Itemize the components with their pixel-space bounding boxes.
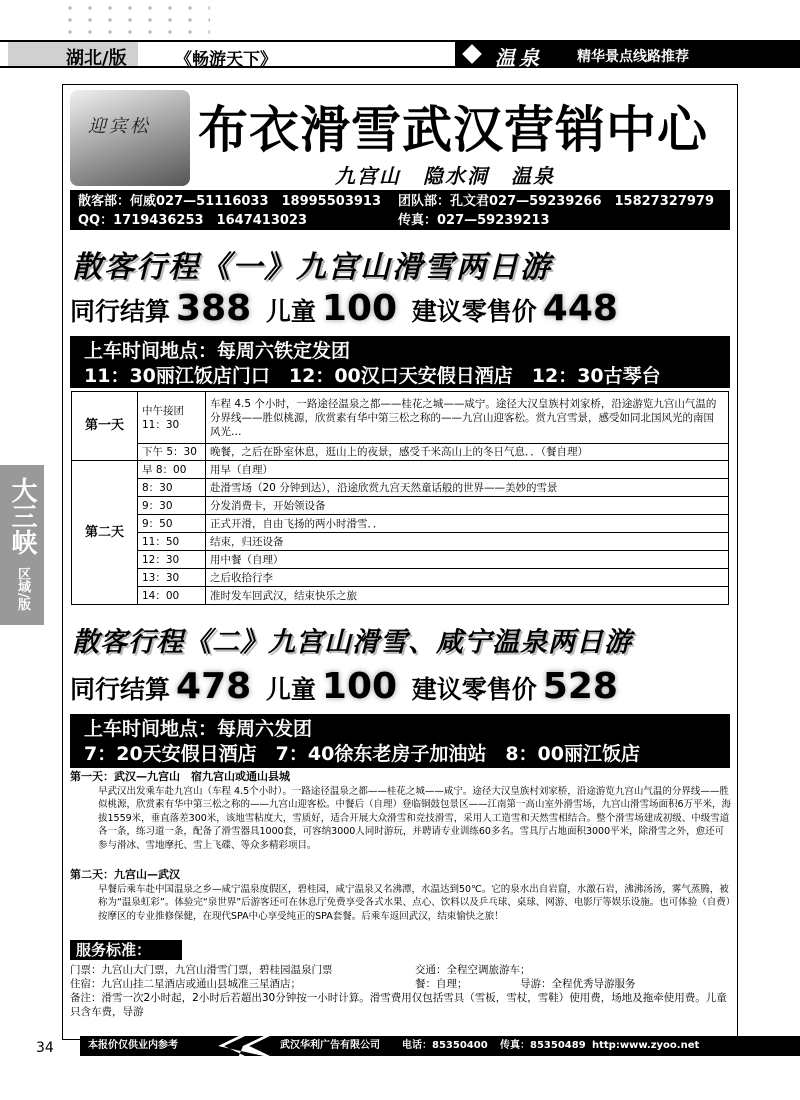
table-row <box>72 392 729 444</box>
rock-photo <box>70 90 190 186</box>
service-title: 服务标准： <box>70 940 182 960</box>
contact-line2-left: QQ：1719436253 1647413023 <box>78 213 308 228</box>
decorative-dots <box>60 2 210 36</box>
day2-label: 第二天 <box>72 461 138 605</box>
route2-day1-heading: 第一天：武汉—九宫山 宿九宫山或通山县城 <box>70 770 290 783</box>
company-title: 布衣滑雪武汉营销中心 <box>198 100 708 159</box>
footer-disclaimer: 本报价仅供业内参考 <box>88 1040 178 1051</box>
contact-line1-left: 散客部：何威027—51116033 18995503913 <box>78 194 381 209</box>
chevron-left-icon <box>218 1036 270 1056</box>
route1-retail-label: 建议零售价 <box>411 297 537 326</box>
table-cell-text: 正式开滑，自由飞扬的两小时滑雪．． <box>206 515 729 533</box>
route1-retail-price: 448 <box>542 288 618 329</box>
table-cell-text: 准时发车回武汉，结束快乐之旅 <box>206 587 729 605</box>
route2-child-price: 100 <box>321 666 398 707</box>
table-cell-time: 中午接团 11：30 <box>138 392 206 444</box>
route1-itinerary-table <box>71 391 729 605</box>
section-banner <box>455 42 800 70</box>
route2-peer-price: 478 <box>176 666 252 707</box>
route2-pickup-bar <box>70 714 730 768</box>
route1-peer-label: 同行结算 <box>70 297 171 326</box>
contact-box <box>70 190 730 230</box>
table-row <box>72 569 729 587</box>
table-cell-text: 用早（自理） <box>206 461 729 479</box>
route1-child-price: 100 <box>321 288 398 329</box>
column-title: 《畅游天下》 <box>175 50 277 70</box>
rock-inscription: 迎宾松 <box>88 116 151 137</box>
route2-day1-text: 早武汉出发乘车赴九宫山（车程 4.5个小时）。一路途径温泉之都——桂花之城——咸宁。途径大汉皇族村刘家桥，沿途游览九宫山气温的分界线——胜似桃源，欣赏素有华中第三松之称的——九宫山迎客松。中餐后（自理）登临铜鼓包景区——江南第一高山室外滑雪场，九宫山滑雪场面积6万平米，海拔1559米，垂直落差300米，该地雪粘度大，雪质好，适合开展大众滑雪和竞技滑雪，采用人工造雪和天然雪相结合。整个滑雪场建成初级、中级雪道各一条，练习道一条，配备了滑雪器具1000套，可容纳3000人同时游玩，并聘请专业训练60多名。雪具厅占地面积3000平米，除滑雪之外，愈还可参与滑冰、雪地摩托、雪上飞碟、等众多精彩项目。 <box>98 785 732 851</box>
table-cell-time: 下午 5：30 <box>138 444 206 461</box>
footer-tel: 电话：85350400 <box>402 1040 488 1051</box>
table-cell-text: 分发消费卡，开始领设备 <box>206 497 729 515</box>
service-guide: 导游：全程优秀导游服务 <box>520 978 636 990</box>
table-row <box>72 444 729 461</box>
route1-prices <box>70 288 624 329</box>
route2-day2-heading: 第二天：九宫山—武汉 <box>70 868 180 881</box>
route1-pickup-title: 上车时间地点：每周六铁定发团 <box>84 340 351 362</box>
side-tab-sub: 区域/版 <box>15 567 30 611</box>
table-cell-text: 车程 4.5 个小时，一路途径温泉之都——桂花之城——咸宁。途径大汉皇族村刘家桥，沿途游览九宫山气温的分界线——胜似桃源，欣赏素有华中第三松之称的——九宫山迎客松。赏九宫雪景，感受如同北国风光的南国风光… <box>206 392 729 444</box>
side-tab <box>0 465 44 625</box>
route2-title: 散客行程《二》九宫山滑雪、咸宁温泉两日游 <box>72 627 632 658</box>
table-cell-time: 12：30 <box>138 551 206 569</box>
service-details <box>70 963 732 1019</box>
table-cell-time: 11：50 <box>138 533 206 551</box>
route2-retail-label: 建议零售价 <box>411 675 537 704</box>
table-cell-time: 9：50 <box>138 515 206 533</box>
page-number: 34 <box>36 1040 54 1056</box>
region-label: 湖北/版 <box>8 42 138 66</box>
route1-child-label: 儿童 <box>265 297 316 326</box>
table-cell-time: 8：30 <box>138 479 206 497</box>
route2-pickup-times: 7：20天安假日酒店 7：40徐东老房子加油站 8：00丽江饭店 <box>84 743 640 765</box>
service-notes: 备注：滑雪一次2小时起，2小时后若超出30分钟按一小时计算。滑雪费用仅包括雪具（雪板，雪杖，雪鞋）使用费，场地及拖牵使用费。儿童只含车费，导游 <box>70 992 727 1018</box>
table-row <box>72 551 729 569</box>
table-cell-text: 晚餐，之后在卧室休息，逛山上的夜景，感受千米高山上的冬日气息．．（餐自理） <box>206 444 729 461</box>
table-cell-time: 9：30 <box>138 497 206 515</box>
table-row <box>72 533 729 551</box>
page-header <box>0 40 800 68</box>
route2-peer-label: 同行结算 <box>70 675 171 704</box>
contact-line2-right: 传真：027—59239213 <box>398 213 550 228</box>
route1-pickup-bar <box>70 336 730 388</box>
route2-day2-text: 早餐后乘车赴中国温泉之乡—咸宁温泉度假区，碧桂园，咸宁温泉又名沸潭，水温达到50℃。它的泉水出自岩窟，水激石岩，沸沸汤汤，雾气蒸腾，被称为“温泉虹彩”。体验完“泉世界”后游客还可在休息厅免费享受各式水果、点心、饮料以及乒乓球、桌球、网游、电影厅等娱乐设施。也可体验（自费）按摩区的专业推修保健，在现代SPA中心享受纯正的SPA套餐。后乘车返回武汉，结束愉快之旅！ <box>98 883 731 922</box>
section-subtitle: 精华景点线路推荐 <box>577 49 689 65</box>
service-tickets: 门票：九宫山大门票，九宫山滑雪门票，碧桂园温泉门票 <box>70 964 333 976</box>
service-meal: 餐：自理； <box>415 978 468 990</box>
route1-title: 散客行程《一》九宫山滑雪两日游 <box>72 250 552 285</box>
service-hotel: 住宿：九宫山挂二星酒店或通山县城准三星酒店； <box>70 978 301 990</box>
table-cell-text: 结束，归还设备 <box>206 533 729 551</box>
table-cell-text: 赴滑雪场（20 分钟到达），沿途欣赏九宫天然童话般的世界——美妙的雪景 <box>206 479 729 497</box>
table-cell-text: 之后收拾行李 <box>206 569 729 587</box>
table-cell-time: 13：30 <box>138 569 206 587</box>
route2-day2 <box>70 868 732 923</box>
table-row <box>72 497 729 515</box>
table-cell-time: 早 8：00 <box>138 461 206 479</box>
table-row <box>72 479 729 497</box>
section-title: 温泉 <box>495 46 543 70</box>
table-row <box>72 587 729 605</box>
route1-pickup-times: 11：30丽江饭店门口 12：00汉口天安假日酒店 12：30古琴台 <box>84 365 661 387</box>
route2-prices <box>70 666 624 707</box>
table-cell-text: 用中餐（自理） <box>206 551 729 569</box>
route1-peer-price: 388 <box>176 288 252 329</box>
route2-day1 <box>70 770 732 852</box>
table-cell-time: 14：00 <box>138 587 206 605</box>
contact-line1-right: 团队部：孔文君027—59239266 15827327979 <box>398 194 714 209</box>
day1-label: 第一天 <box>72 392 138 461</box>
footer-bar <box>80 1036 800 1056</box>
company-subtitle: 九宫山 隐水洞 温泉 <box>335 164 555 188</box>
footer-fax: 传真：85350489 <box>500 1040 586 1051</box>
footer-company: 武汉华利广告有限公司 <box>280 1040 380 1051</box>
route2-retail-price: 528 <box>542 666 618 707</box>
footer-url[interactable]: http:www.zyoo.net <box>592 1040 700 1051</box>
service-traffic: 交通：全程空调旅游车； <box>415 964 531 976</box>
route2-pickup-title: 上车时间地点：每周六发团 <box>84 718 313 740</box>
table-row <box>72 461 729 479</box>
route2-child-label: 儿童 <box>265 675 316 704</box>
table-row <box>72 515 729 533</box>
diamond-icon <box>462 44 482 64</box>
side-tab-title: 大三峡 <box>7 477 37 555</box>
